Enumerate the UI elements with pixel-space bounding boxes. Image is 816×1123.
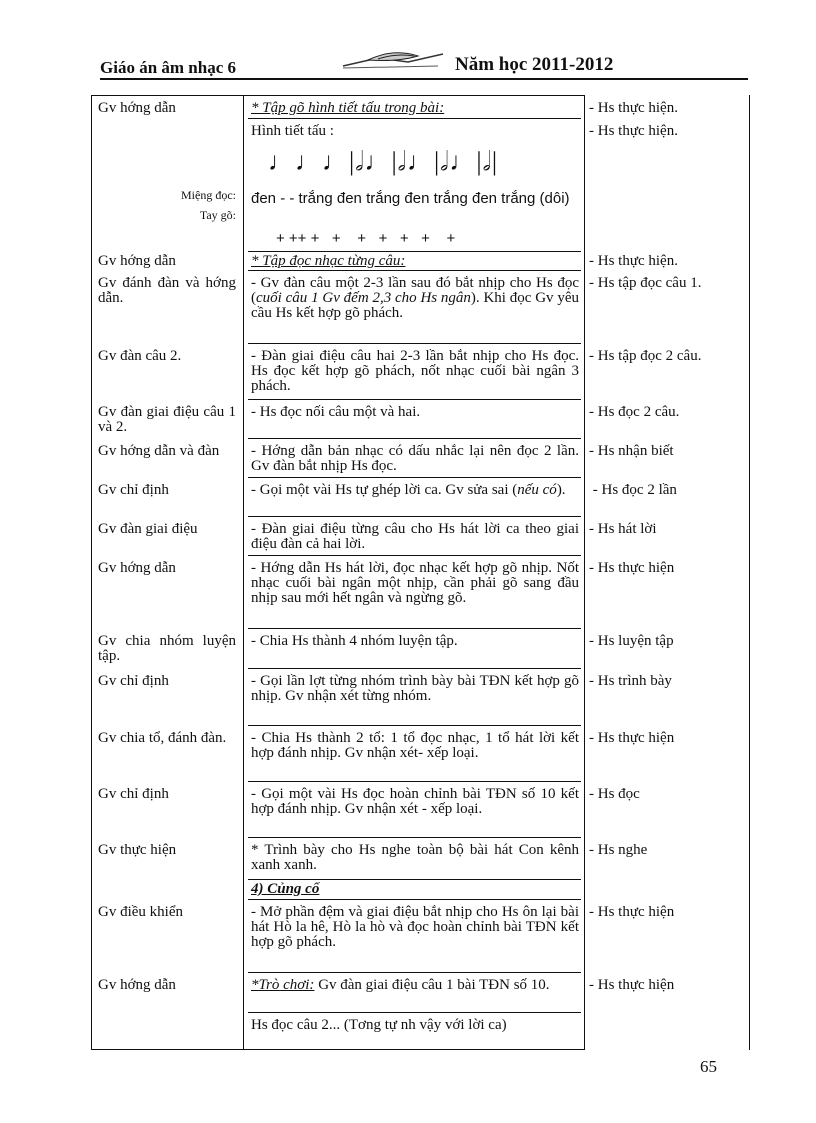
cell-rule	[248, 668, 581, 669]
student-activity: - Hs đọc 2 lần	[589, 482, 677, 498]
student-activity: - Hs thực hiện.	[589, 253, 678, 269]
mieng-doc-text: đen - - trắng đen trắng đen trắng đen trắng (dôi)	[251, 190, 570, 207]
book-logo-icon	[338, 44, 448, 74]
tay-go-label: Tay gõ:	[199, 208, 236, 222]
cell-rule	[248, 270, 581, 271]
lesson-content: - Gọi một vài Hs đọc hoàn chỉnh bài TĐN số 10 kết hợp đánh nhịp. Gv nhận xét - xếp loại.	[251, 786, 579, 817]
lesson-content: - Mở phần đệm và giai điệu bắt nhịp cho Hs ôn lại bài hát Hò la hê, Hò la hò và đọc hoàn chỉnh bài TĐN kết hợp gõ phách.	[251, 904, 579, 950]
cell-rule	[248, 628, 581, 629]
content-italic: cuối câu 1 Gv đếm 2,3 cho Hs ngân	[256, 290, 471, 306]
student-activity: - Hs thực hiện	[589, 904, 675, 920]
mieng-doc-label: Miệng đọc:	[181, 188, 236, 202]
cell-rule	[248, 781, 581, 782]
lesson-content	[251, 276, 579, 321]
student-activity: - Hs thực hiện.	[589, 100, 678, 116]
teacher-activity: Gv đánh đàn và hớng dẫn.	[98, 275, 236, 306]
cell-rule	[248, 899, 581, 900]
lesson-content: - Hớng dẫn Hs hát lời, đọc nhạc kết hợp gõ nhịp. Nốt nhạc cuối bài ngân một nhịp, cần phải gõ sang đầu nhịp sau mới hết ngân và ngừng gõ.	[251, 560, 579, 606]
cell-rule	[248, 837, 581, 838]
header-school-year: Năm học 2011-2012	[455, 54, 614, 75]
header-rule	[100, 78, 748, 80]
teacher-activity: Gv hớng dẫn và đàn	[98, 443, 220, 459]
teacher-activity: Gv thực hiện	[98, 842, 177, 858]
cell-rule	[248, 555, 581, 556]
content-part: ). Khi đọc Gv yêu cầu Hs kết hợp gõ phách.	[251, 290, 579, 321]
page-number: 65	[700, 1057, 717, 1076]
header-title: Giáo án âm nhạc 6	[100, 58, 237, 77]
cell-rule	[248, 399, 581, 400]
student-activity: - Hs thực hiện	[589, 560, 675, 576]
teacher-activity: Gv hớng dẫn	[98, 253, 176, 269]
rhythm-label: Hình tiết tấu :	[251, 123, 334, 139]
student-activity: - Hs trình bày	[589, 673, 672, 689]
tay-go-text: + ++ + + + + + + +	[276, 230, 456, 247]
rhythm-notation: ♩♩♩|𝅗𝅥♩|𝅗𝅥♩|𝅗𝅥♩|𝅗𝅥|	[268, 147, 499, 176]
cell-rule	[248, 516, 581, 517]
student-activity: - Hs nghe	[589, 842, 648, 858]
teacher-activity: Gv đàn giai điệu câu 1 và 2.	[98, 404, 236, 435]
lesson-content: Hs đọc câu 2... (Tơng tự nh vậy với lời ca)	[251, 1017, 507, 1033]
cell-rule	[248, 879, 581, 880]
student-activity: - Hs thực hiện.	[589, 123, 678, 139]
teacher-activity: Gv đàn câu 2.	[98, 348, 182, 364]
cell-rule	[248, 118, 581, 119]
student-activity: - Hs tập đọc câu 1.	[589, 275, 702, 291]
teacher-activity: Gv chỉ định	[98, 482, 169, 498]
lesson-content	[251, 483, 579, 498]
lesson-content: - Hs đọc nối câu một và hai.	[251, 404, 421, 420]
heading-tap-doc-nhac: * Tập đọc nhạc từng câu:	[251, 253, 406, 269]
teacher-activity: Gv chỉ định	[98, 786, 169, 802]
student-activity: - Hs thực hiện	[589, 730, 675, 746]
lesson-content: - Chia Hs thành 4 nhóm luyện tập.	[251, 633, 458, 649]
teacher-activity: Gv chỉ định	[98, 673, 169, 689]
teacher-activity: Gv hớng dẫn	[98, 977, 176, 993]
cell-rule	[248, 343, 581, 344]
section-heading-cung-co: 4) Củng cố	[251, 881, 320, 897]
content-part: - Gọi một vài Hs tự ghép lời ca. Gv sửa sai (	[251, 482, 518, 498]
student-activity: - Hs luyện tập	[589, 633, 674, 649]
teacher-activity: Gv đàn giai điệu	[98, 521, 198, 537]
content-part: Gv đàn giai điệu câu 1 bài TĐN số 10.	[314, 977, 550, 993]
game-label: *Trò chơi:	[251, 977, 315, 993]
lesson-content: * Trình bày cho Hs nghe toàn bộ bài hát Con kênh xanh xanh.	[251, 842, 579, 873]
content-part: ).	[556, 482, 566, 498]
student-activity: - Hs nhận biết	[589, 443, 674, 459]
student-activity: - Hs đọc 2 câu.	[589, 404, 680, 420]
teacher-activity: Gv chia nhóm luyện tập.	[98, 633, 236, 664]
lesson-content	[251, 978, 579, 993]
teacher-activity: Gv hớng dẫn	[98, 100, 176, 116]
lesson-content: - Đàn giai điệu từng câu cho Hs hát lời ca theo giai điệu đàn cả hai lời.	[251, 521, 579, 552]
student-activity: - Hs tập đọc 2 câu.	[589, 348, 702, 364]
right-column-rule	[749, 95, 750, 1050]
heading-tap-go: * Tập gõ hình tiết tấu trong bài:	[251, 100, 445, 116]
teacher-activity: Gv hớng dẫn	[98, 560, 176, 576]
student-activity: - Hs hát lời	[589, 521, 657, 537]
column-divider	[243, 96, 244, 1049]
cell-rule	[248, 972, 581, 973]
cell-rule	[248, 251, 581, 252]
lesson-content: - Đàn giai điệu câu hai 2-3 lần bắt nhịp cho Hs đọc. Hs đọc kết hợp gõ phách, nốt nhạc cuối bài ngân 3 phách.	[251, 348, 579, 394]
page-header	[100, 52, 748, 82]
content-italic: nếu có	[517, 482, 557, 498]
lesson-content: - Gọi lần lợt từng nhóm trình bày bài TĐN kết hợp gõ nhịp. Gv nhận xét từng nhóm.	[251, 673, 579, 704]
lesson-content: - Chia Hs thành 2 tổ: 1 tổ đọc nhạc, 1 tổ hát lời kết hợp đánh nhịp. Gv nhận xét- xếp loại.	[251, 730, 579, 761]
content-part: - Gv đàn câu một 2-3 lần sau đó bắt nhịp cho Hs đọc (	[251, 275, 579, 306]
cell-rule	[248, 477, 581, 478]
cell-rule	[248, 725, 581, 726]
student-activity: - Hs đọc	[589, 786, 640, 802]
teacher-activity: Gv điều khiển	[98, 904, 183, 920]
cell-rule	[248, 1012, 581, 1013]
student-activity: - Hs thực hiện	[589, 977, 675, 993]
cell-rule	[248, 438, 581, 439]
teacher-activity: Gv chia tổ, đánh đàn.	[98, 730, 227, 746]
lesson-content: - Hớng dẫn bản nhạc có dấu nhắc lại nên đọc 2 lần. Gv đàn bắt nhịp Hs đọc.	[251, 443, 579, 474]
